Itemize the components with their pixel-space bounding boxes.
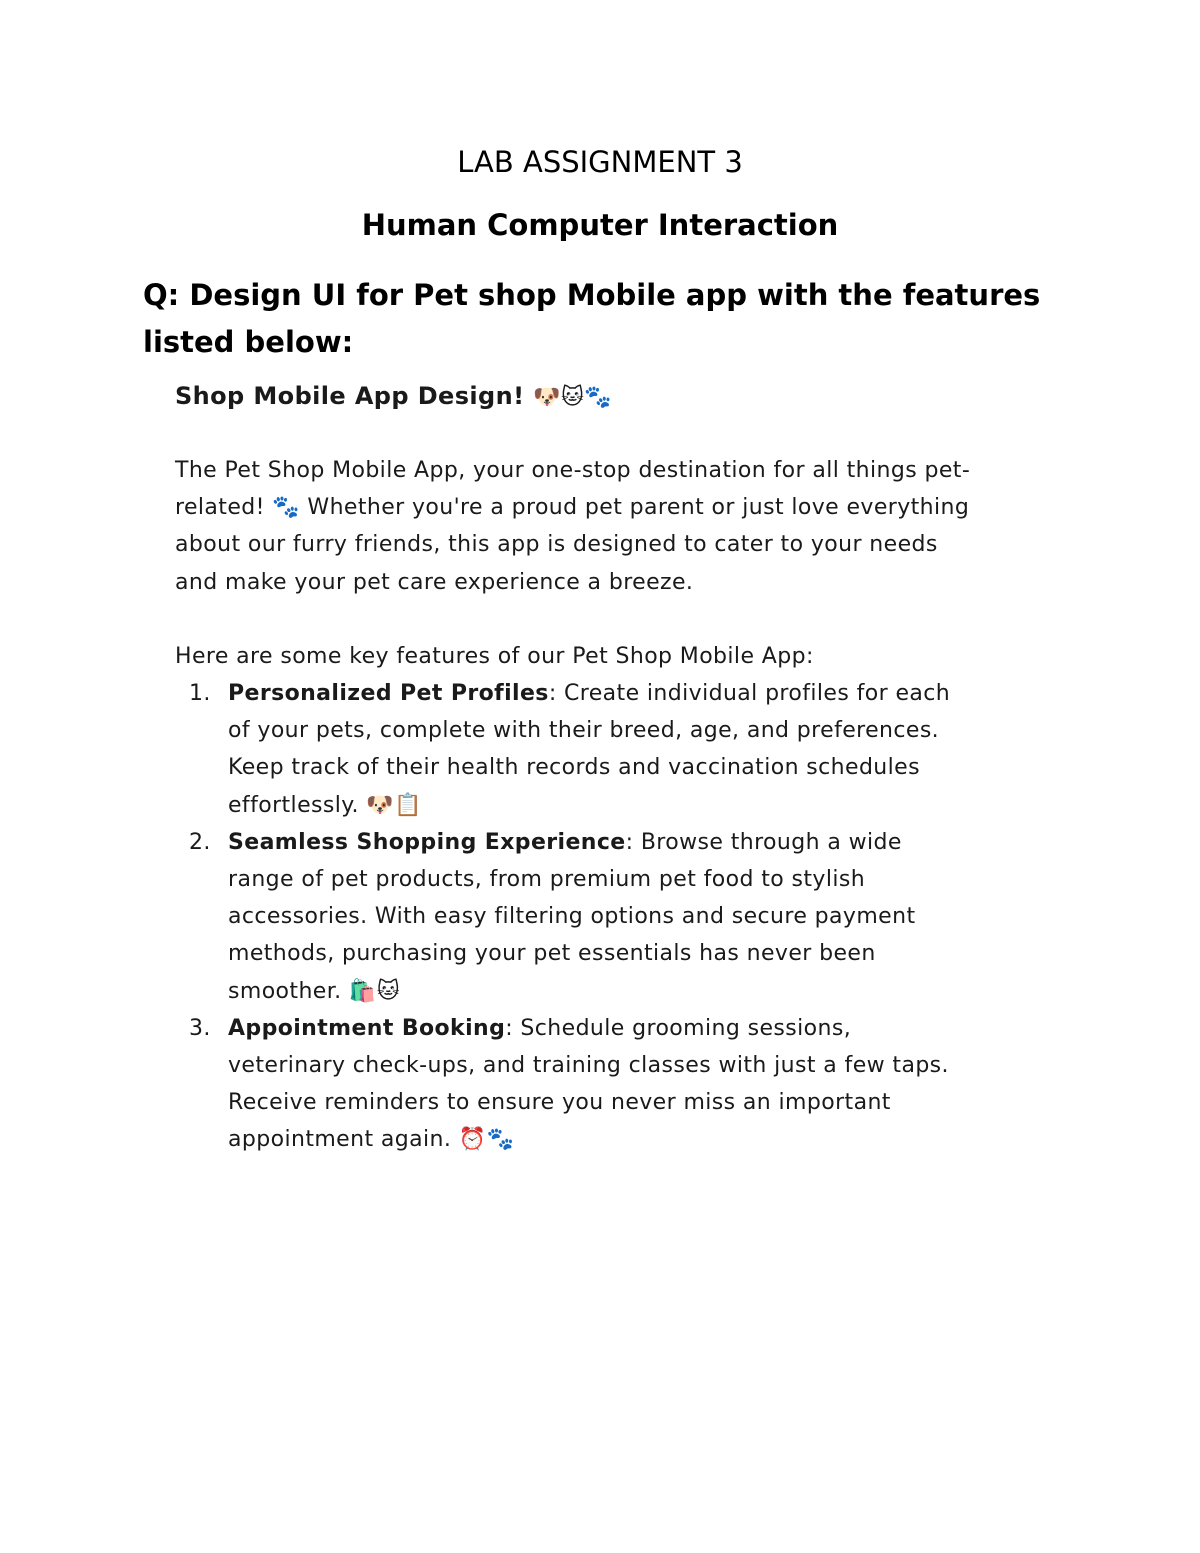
feature-title: Seamless Shopping Experience [228,829,626,855]
intro-paragraph: The Pet Shop Mobile App, your one-stop destination for all things pet-related! 🐾 Whether you're a proud pet parent or just love everything about our furry friends, this app is designed to cater to your needs and make your pet care experience a breeze. [175,458,971,595]
heading-text: Shop Mobile App Design! [175,382,525,410]
screenshot-heading [175,376,975,418]
feature-description: : Create individual profiles for each of your pets, complete with their breed, age, and preferences. Keep track of their health records and vaccination schedules effortlessly. 🐶📋 [228,681,951,818]
embedded-screenshot [175,376,975,1159]
features-list [175,675,975,1159]
feature-description: : Schedule grooming sessions, veterinary check-ups, and training classes with just a few taps. Receive reminders to ensure you never miss an important appointment again. ⏰🐾 [228,1015,949,1153]
list-number: 2. [189,829,211,855]
feature-description: : Browse through a wide range of pet products, from premium pet food to stylish accessories. With easy filtering options and secure payment methods, purchasing your pet essentials has never been smoother. 🛍️🐱 [228,829,916,1004]
feature-title: Personalized Pet Profiles [228,681,549,707]
list-number: 1. [189,681,211,707]
course-subtitle: Human Computer Interaction [361,208,839,242]
assignment-title: LAB ASSIGNMENT 3 [457,145,743,179]
question-text: Q: Design UI for Pet shop Mobile app with the features listed below: [143,278,1041,359]
list-item [175,1010,975,1159]
features-intro: Here are some key features of our Pet Shop Mobile App: [175,643,814,669]
list-item [175,824,975,1010]
list-item [175,675,975,824]
list-number: 3. [189,1015,211,1041]
feature-title: Appointment Booking [228,1015,506,1041]
pet-emoji-icons: 🐶🐱🐾 [533,385,613,410]
